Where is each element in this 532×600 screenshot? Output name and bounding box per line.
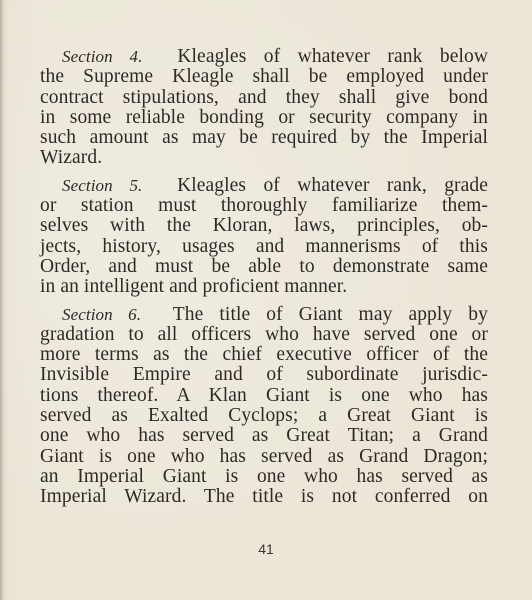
section-line: one who has served as Great Titan; a Grand <box>40 425 488 447</box>
section-line: in an intelligent and proficient manner. <box>40 276 348 298</box>
page-edge-shadow <box>0 0 4 600</box>
section-line: jects, history, usages and mannerisms of this <box>40 235 488 257</box>
section-4 <box>40 47 488 169</box>
section-line: selves with the Kloran, laws, principles, ob- <box>40 215 488 237</box>
section-line: contract stipulations, and they shall give bond <box>40 86 488 108</box>
section-line: Imperial Wizard. The title is not conferred on <box>40 486 488 508</box>
section-line-text: The title of Giant may apply by <box>172 303 488 325</box>
section-heading: Section 6. <box>62 304 142 324</box>
section-line: the Supreme Kleagle shall be employed under <box>40 66 488 88</box>
section-line: an Imperial Giant is one who has served as <box>40 465 488 487</box>
section-line <box>40 176 488 196</box>
section-line: tions thereof. A Klan Giant is one who has <box>40 384 488 406</box>
section-line: Invisible Empire and of subordinate jurisdic- <box>40 364 488 386</box>
section-line-text: Kleagles of whatever rank, grade <box>177 174 489 196</box>
section-6 <box>40 305 488 508</box>
section-line: Wizard. <box>40 147 103 169</box>
section-line: in some reliable bonding or security company in <box>40 106 488 128</box>
section-heading: Section 4. <box>62 47 143 66</box>
section-line: Order, and must be able to demonstrate same <box>40 255 488 277</box>
section-line: Giant is one who has served as Grand Dragon; <box>40 445 488 467</box>
section-5 <box>40 176 488 298</box>
section-line: gradation to all officers who have served one or <box>40 323 488 345</box>
page-text <box>40 47 488 515</box>
page-number: 41 <box>258 541 274 557</box>
section-line <box>40 47 488 67</box>
section-line-text: Kleagles of whatever rank below <box>177 46 488 67</box>
section-line: more terms as the chief executive officer of the <box>40 344 488 366</box>
section-line <box>40 305 488 325</box>
section-line: served as Exalted Cyclops; a Great Giant is <box>40 405 488 427</box>
section-heading: Section 5. <box>62 175 143 195</box>
section-line: or station must thoroughly familiarize them- <box>40 195 488 217</box>
section-line: such amount as may be required by the Imperial <box>40 127 488 149</box>
